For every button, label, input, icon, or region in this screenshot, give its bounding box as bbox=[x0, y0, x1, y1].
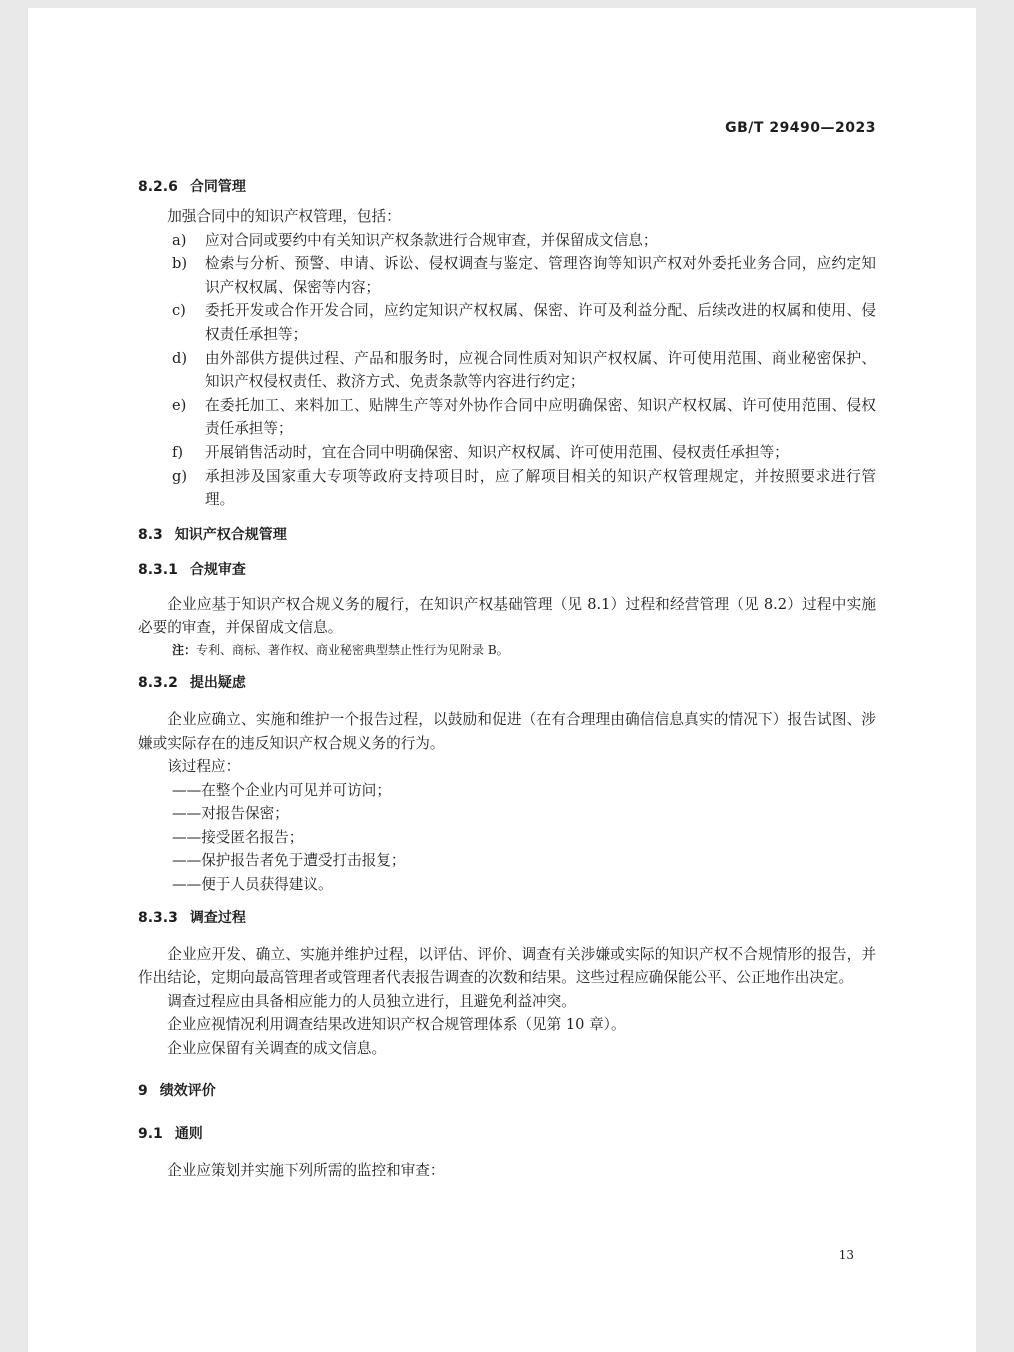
heading-title: 绩效评价 bbox=[159, 1082, 216, 1099]
heading-title: 合同管理 bbox=[189, 179, 246, 195]
contract-list bbox=[138, 229, 876, 512]
list-item bbox=[138, 465, 876, 512]
dash-list-item: ——保护报告者免于遭受打击报复； bbox=[172, 852, 406, 870]
heading-8-3-1 bbox=[138, 559, 876, 582]
list-text: 检索与分析、预警、申请、诉讼、侵权调查与鉴定、管理咨询等知识产权对外委托业务合同，应约定知识产权权属、保密等内容； bbox=[205, 255, 876, 296]
heading-title: 知识产权合规管理 bbox=[174, 526, 287, 543]
list-item bbox=[138, 394, 876, 441]
heading-number: 9 bbox=[138, 1082, 148, 1099]
heading-8-3 bbox=[138, 524, 876, 547]
list-label: e) bbox=[172, 396, 187, 414]
heading-number: 8.3.2 bbox=[138, 674, 178, 691]
list-item bbox=[138, 347, 876, 394]
heading-title: 提出疑虑 bbox=[189, 674, 246, 691]
list-text: 在委托加工、来料加工、贴牌生产等对外协作合同中应明确保密、知识产权权属、许可使用范围、侵权责任承担等； bbox=[205, 396, 876, 438]
dash-list-item: ——在整个企业内可见并可访问； bbox=[172, 781, 391, 799]
heading-number: 9.1 bbox=[138, 1125, 163, 1142]
heading-number: 8.3 bbox=[138, 526, 163, 543]
paragraph: 企业应开发、确立、实施并维护过程，以评估、评价、调查有关涉嫌或实际的知识产权不合规情形的报告，并作出结论，定期向最高管理者或管理者代表报告调查的次数和结果。这些过程应确保能公平、公正地作出决定。 bbox=[138, 945, 876, 987]
list-text: 应对合同或要约中有关知识产权条款进行合规审查，并保留成文信息； bbox=[205, 231, 658, 249]
paragraph: 调查过程应由具备相应能力的人员独立进行，且避免利益冲突。 bbox=[167, 992, 576, 1010]
list-label: c) bbox=[172, 302, 186, 320]
list-label: g) bbox=[172, 467, 188, 485]
list-label: d) bbox=[172, 349, 188, 367]
heading-title: 通则 bbox=[174, 1125, 203, 1142]
heading-title: 调查过程 bbox=[189, 909, 246, 926]
paragraph: 企业应策划并实施下列所需的监控和审查： bbox=[167, 1161, 445, 1179]
page-number: 13 bbox=[838, 1248, 854, 1262]
list-label: b) bbox=[172, 255, 188, 273]
note-text: 专利、商标、著作权、商业秘密典型禁止性行为见附录 B。 bbox=[196, 642, 509, 657]
page-content bbox=[138, 176, 876, 1182]
list-item bbox=[138, 229, 876, 253]
list-label: f) bbox=[172, 443, 184, 461]
list-label: a) bbox=[172, 231, 187, 249]
heading-9 bbox=[138, 1080, 876, 1103]
heading-title: 合规审查 bbox=[189, 561, 246, 578]
document-page bbox=[28, 8, 976, 1352]
standard-code: GB/T 29490—2023 bbox=[725, 120, 876, 136]
note-label: 注： bbox=[172, 642, 197, 657]
dash-list-item: ——便于人员获得建议。 bbox=[172, 876, 333, 894]
paragraph: 企业应保留有关调查的成文信息。 bbox=[167, 1040, 387, 1058]
list-item bbox=[138, 299, 876, 346]
list-text: 委托开发或合作开发合同，应约定知识产权权属、保密、许可及利益分配、后续改进的权属和使用、侵权责任承担等； bbox=[205, 302, 876, 343]
heading-9-1 bbox=[138, 1123, 876, 1146]
heading-number: 8.3.3 bbox=[138, 909, 178, 926]
heading-number: 8.3.1 bbox=[138, 561, 178, 578]
paragraph: 企业应视情况利用调查结果改进知识产权合规管理体系（见第 10 章）。 bbox=[167, 1016, 626, 1034]
list-text: 由外部供方提供过程、产品和服务时，应视合同性质对知识产权权属、许可使用范围、商业秘密保护、知识产权侵权责任、救济方式、免责条款等内容进行约定； bbox=[205, 349, 876, 391]
paragraph: 企业应基于知识产权合规义务的履行，在知识产权基础管理（见 8.1）过程和经营管理（见 8.2）过程中实施必要的审查，并保留成文信息。 bbox=[138, 595, 876, 637]
dash-list-item: ——接受匿名报告； bbox=[172, 828, 304, 846]
list-item bbox=[138, 441, 876, 465]
list-text: 开展销售活动时，宜在合同中明确保密、知识产权权属、许可使用范围、侵权责任承担等； bbox=[205, 443, 789, 461]
paragraph: 企业应确立、实施和维护一个报告过程，以鼓励和促进（在有合理理由确信信息真实的情况下）报告试图、涉嫌或实际存在的违反知识产权合规义务的行为。 bbox=[138, 710, 876, 752]
heading-8-3-2 bbox=[138, 672, 876, 695]
paragraph: 加强合同中的知识产权管理，包括： bbox=[167, 208, 401, 225]
note bbox=[138, 640, 876, 660]
dash-list-item: ——对报告保密； bbox=[172, 805, 289, 823]
heading-number: 8.2.6 bbox=[138, 179, 178, 195]
list-text: 承担涉及国家重大专项等政府支持项目时，应了解项目相关的知识产权管理规定，并按照要求进行管理。 bbox=[205, 467, 876, 509]
list-item bbox=[138, 252, 876, 299]
paragraph: 该过程应： bbox=[167, 758, 241, 776]
dash-list bbox=[138, 779, 876, 897]
heading-8-3-3 bbox=[138, 907, 876, 930]
heading-8-2-6 bbox=[138, 176, 876, 199]
